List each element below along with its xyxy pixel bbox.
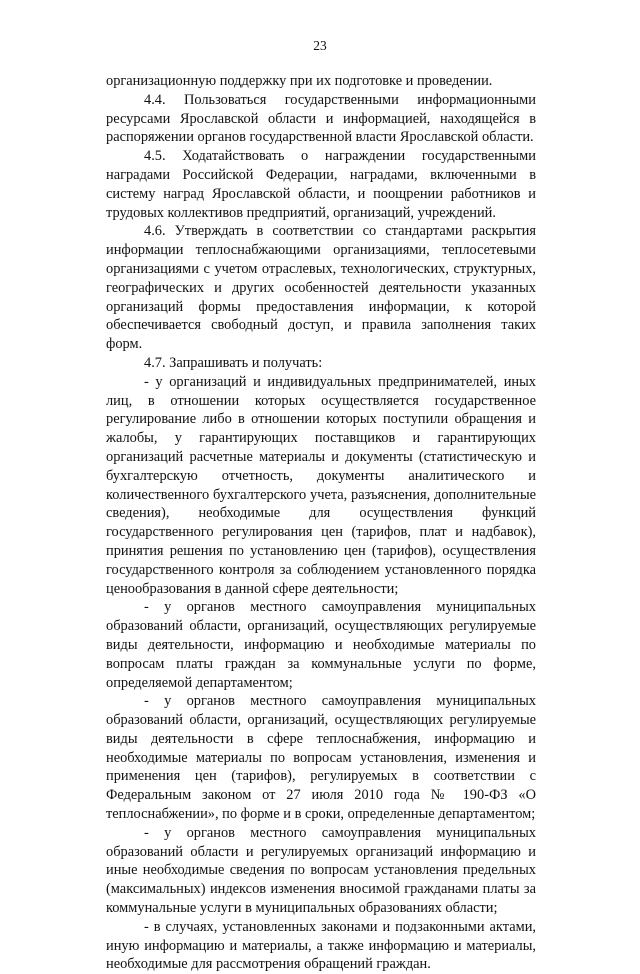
paragraph-4-7: 4.7. Запрашивать и получать: (144, 354, 323, 371)
page-body (106, 72, 536, 974)
list-item-heat-supply: - у органов местного самоуправления муниципальных образований области, организаций, осуществляющих регулируемые виды деятельности в сфере теплоснабжения, информацию и необходимые материалы по вопросам установления, изменения и применения цен (тарифов), регулируемых в соответствии с Федеральным законом от 27 июля 2010 года № 190-ФЗ «О теплоснабжении», по форме и в сроки, определенные департаментом; (106, 693, 536, 823)
paragraph-4-6: 4.6. Утверждать в соответствии со стандартами раскрытия информации теплоснабжающими организациями, теплосетевыми организациями с учетом отраслевых, технологических, структурных, географических и других особенностей деятельности указанных организаций формы предоставления информации, к которой обеспечивается свободный доступ, и правила заполнения таких форм. (106, 223, 536, 353)
list-item-utility-payments: - у органов местного самоуправления муниципальных образований области, организаций, осуществляющих регулируемые виды деятельности, информацию и необходимые материалы по вопросам платы граждан за коммунальные услуги по форме, определяемой департаментом; (106, 599, 536, 691)
list-item-organizations: - у организаций и индивидуальных предпринимателей, иных лиц, в отношении которых осуществляется государственное регулирование либо в отношении которых поступили обращения и жалобы, у гарантирующих поставщиков и гарантирующих организаций расчетные материалы и документы (статистическую и бухгалтерскую отчетность, документы аналитического и количественного бухгалтерского учета, разъяснения, дополнительные сведения), необходимые для осуществления функций государственного регулирования цен (тарифов, плат и надбавок), принятия решения по установлению цен (тарифов), осуществления государственного контроля за соблюдением установленного порядка ценообразования в данной сфере деятельности; (106, 373, 536, 597)
paragraph-4-5: 4.5. Ходатайствовать о награждении государственными наградами Российской Федерации, наградами, включенными в систему наград Ярославской области, и поощрении работников и трудовых коллективов предприятий, организаций, учреждений. (106, 148, 536, 221)
list-item-payment-indices: - у органов местного самоуправления муниципальных образований области и регулируемых организаций информацию и иные необходимые сведения по вопросам установления предельных (максимальных) индексов изменения вносимой гражданами платы за коммунальные услуги в муниципальных образованиях области; (106, 824, 536, 917)
paragraph-4-4: 4.4. Пользоваться государственными информационными ресурсами Ярославской области и информацией, находящейся в распоряжении органов государственной власти Ярославской области. (106, 91, 536, 146)
list-item-citizen-appeals: - в случаях, установленных законами и подзаконными актами, иную информацию и материалы, а также информацию и материалы, необходимые для рассмотрения обращений граждан. (106, 918, 536, 973)
paragraph-continuation: организационную поддержку при их подготовке и проведении. (106, 73, 493, 89)
page-number: 23 (313, 38, 327, 53)
